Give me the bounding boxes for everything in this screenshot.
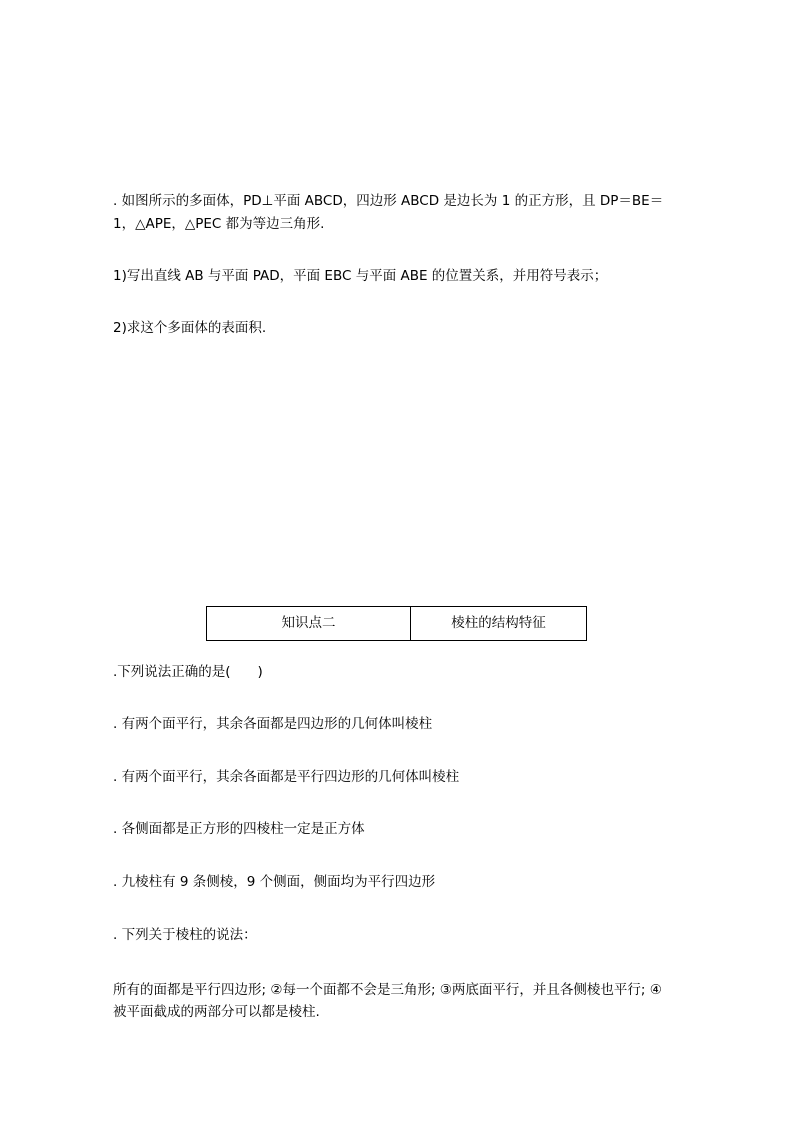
problem-3-stem: . 下列关于棱柱的说法：: [113, 927, 257, 943]
problem-1-question-2: 2)求这个多面体的表面积.: [113, 320, 267, 336]
problem-3-statements-line-1: 所有的面都是平行四边形; ②每一个面都不会是三角形; ③两底面平行，并且各侧棱也平行; ④: [113, 982, 662, 998]
section-heading-left-cell: 知识点二: [207, 607, 411, 640]
problem-2-option-c: . 各侧面都是正方形的四棱柱一定是正方体: [113, 821, 365, 837]
problem-1-text-line-1: . 如图所示的多面体，PD⊥平面 ABCD，四边形 ABCD 是边长为 1 的正方形，且 DP＝BE＝: [113, 193, 664, 209]
section-heading-right-cell: 棱柱的结构特征: [451, 615, 546, 631]
section-heading-table: [206, 606, 587, 641]
problem-1-question-1: 1)写出直线 AB 与平面 PAD，平面 EBC 与平面 ABE 的位置关系，并用符号表示；: [113, 268, 608, 284]
problem-2-option-a: . 有两个面平行，其余各面都是四边形的几何体叫棱柱: [113, 716, 433, 732]
problem-2-option-b: . 有两个面平行，其余各面都是平行四边形的几何体叫棱柱: [113, 769, 460, 785]
problem-2-option-d: . 九棱柱有 9 条侧棱，9 个侧面，侧面均为平行四边形: [113, 874, 436, 890]
problem-3-statements-line-2: 被平面截成的两部分可以都是棱柱.: [113, 1004, 320, 1020]
problem-1-text-line-2: 1，△APE，△PEC 都为等边三角形.: [113, 216, 325, 232]
problem-2-stem: .下列说法正确的是( ): [113, 664, 263, 680]
